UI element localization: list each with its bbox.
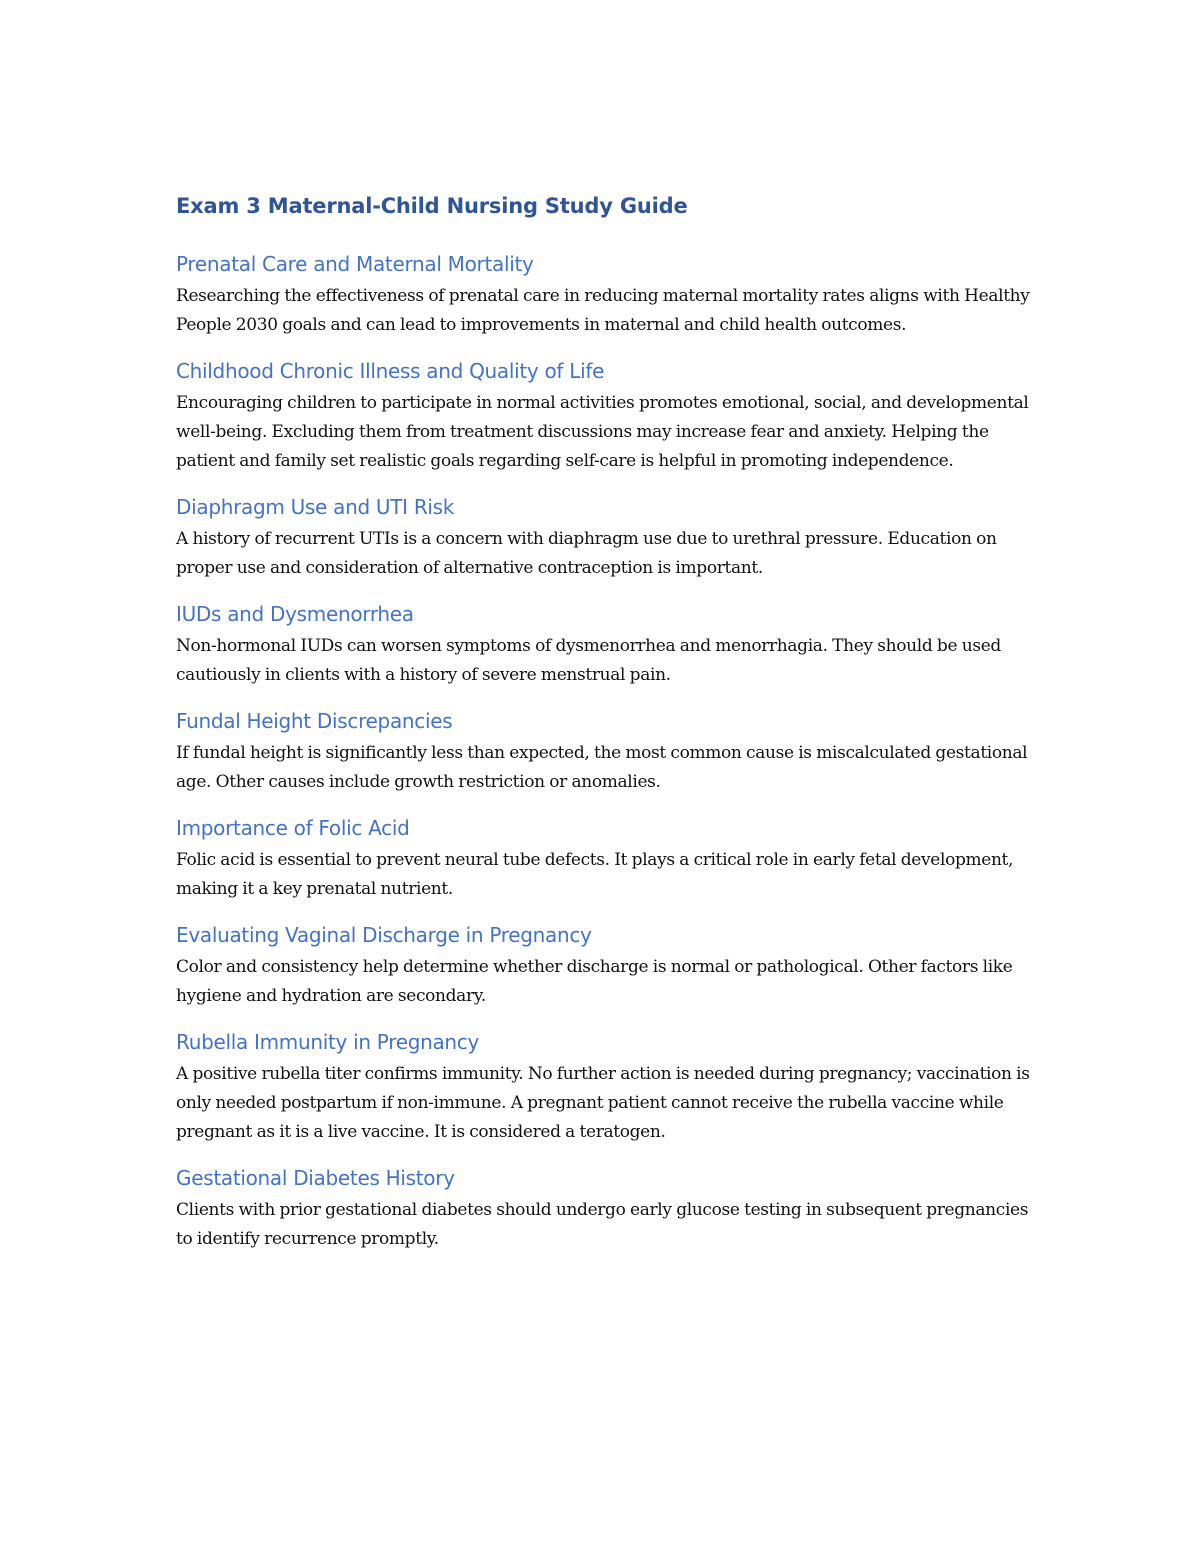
section-childhood-chronic-illness xyxy=(176,355,1036,476)
section-prenatal-care xyxy=(176,248,1036,340)
document-page xyxy=(176,188,1036,1269)
section-body: Researching the effectiveness of prenatal care in reducing maternal mortality rates aligns with Healthy People 2030 goals and can lead to improvements in maternal and child health outcomes. xyxy=(176,286,1030,335)
section-diaphragm-uti xyxy=(176,491,1036,583)
section-heading: Importance of Folic Acid xyxy=(176,816,410,840)
section-heading: IUDs and Dysmenorrhea xyxy=(176,602,414,626)
section-heading: Diaphragm Use and UTI Risk xyxy=(176,495,455,519)
section-body: Color and consistency help determine whether discharge is normal or pathological. Other factors like hygiene and hydration are secondary. xyxy=(176,957,1013,1006)
section-gestational-diabetes xyxy=(176,1162,1036,1254)
section-body: A positive rubella titer confirms immunity. No further action is needed during pregnancy; vaccination is only needed postpartum if non-immune. A pregnant patient cannot receive the rubella vaccine while pregnant as it is a live vaccine. It is considered a teratogen. xyxy=(176,1064,1030,1142)
section-body: Clients with prior gestational diabetes should undergo early glucose testing in subsequent pregnancies to identify recurrence promptly. xyxy=(176,1200,1029,1249)
section-heading: Evaluating Vaginal Discharge in Pregnancy xyxy=(176,923,592,947)
section-heading: Childhood Chronic Illness and Quality of Life xyxy=(176,359,605,383)
document-title: Exam 3 Maternal-Child Nursing Study Guide xyxy=(176,194,688,218)
section-body: Encouraging children to participate in normal activities promotes emotional, social, and developmental well-being. Excluding them from treatment discussions may increase fear and anxiety. Helping the patient and family set realistic goals regarding self-care is helpful in promoting independence. xyxy=(176,393,1029,471)
section-body: Non-hormonal IUDs can worsen symptoms of dysmenorrhea and menorrhagia. They should be used cautiously in clients with a history of severe menstrual pain. xyxy=(176,636,1001,685)
section-heading: Fundal Height Discrepancies xyxy=(176,709,453,733)
section-heading: Rubella Immunity in Pregnancy xyxy=(176,1030,480,1054)
section-heading: Gestational Diabetes History xyxy=(176,1166,455,1190)
section-rubella-immunity xyxy=(176,1026,1036,1147)
section-body: If fundal height is significantly less than expected, the most common cause is miscalculated gestational age. Other causes include growth restriction or anomalies. xyxy=(176,743,1028,792)
section-vaginal-discharge xyxy=(176,919,1036,1011)
section-body: A history of recurrent UTIs is a concern with diaphragm use due to urethral pressure. Education on proper use and consideration of alternative contraception is important. xyxy=(176,529,997,578)
section-heading: Prenatal Care and Maternal Mortality xyxy=(176,252,534,276)
section-fundal-height xyxy=(176,705,1036,797)
section-iuds-dysmenorrhea xyxy=(176,598,1036,690)
section-folic-acid xyxy=(176,812,1036,904)
section-body: Folic acid is essential to prevent neural tube defects. It plays a critical role in early fetal development, making it a key prenatal nutrient. xyxy=(176,850,1014,899)
